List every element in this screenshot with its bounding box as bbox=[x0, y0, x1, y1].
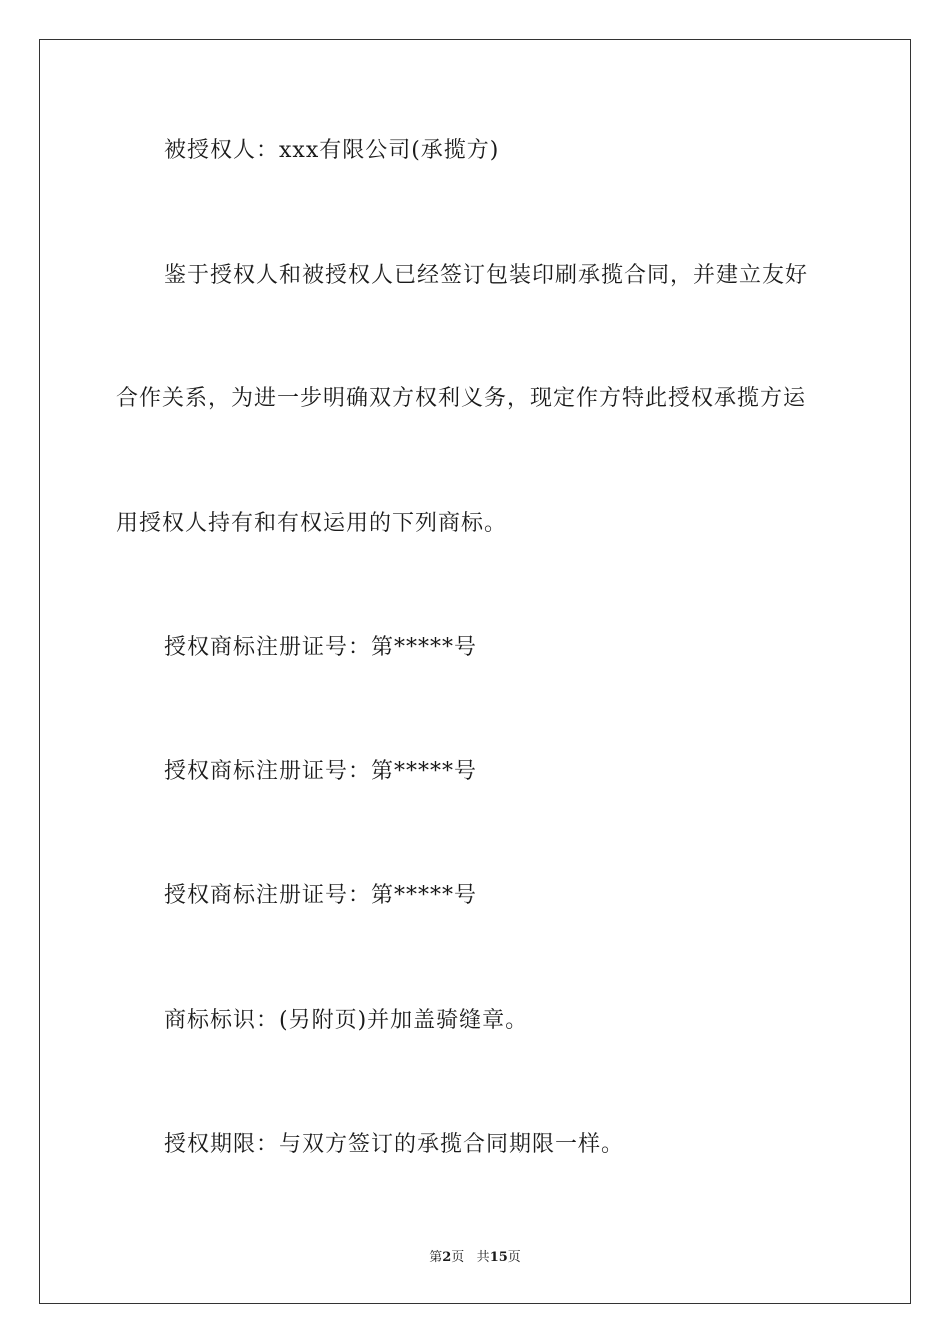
trademark-registration-line: 授权商标注册证号：第*****号 bbox=[164, 883, 478, 908]
grantee-line: 被授权人：xxx有限公司(承揽方) bbox=[164, 138, 500, 163]
page-prefix: 第 bbox=[429, 1250, 443, 1265]
page-suffix: 页 bbox=[451, 1250, 465, 1265]
trademark-registration-line: 授权商标注册证号：第*****号 bbox=[164, 759, 478, 784]
trademark-logo-line: 商标标识：(另附页)并加盖骑缝章。 bbox=[164, 1008, 529, 1033]
paragraph-line: 合作关系，为进一步明确双方权利义务，现定作方特此授权承揽方运 bbox=[116, 386, 807, 411]
total-prefix: 共 bbox=[476, 1250, 490, 1265]
trademark-registration-line: 授权商标注册证号：第*****号 bbox=[164, 635, 478, 660]
paragraph-line: 鉴于授权人和被授权人已经签订包装印刷承揽合同，并建立友好 bbox=[164, 263, 809, 288]
authorization-period-line: 授权期限：与双方签订的承揽合同期限一样。 bbox=[164, 1132, 625, 1157]
total-pages: 15 bbox=[489, 1250, 508, 1265]
page-footer bbox=[0, 1249, 950, 1267]
total-suffix: 页 bbox=[507, 1250, 521, 1265]
page-number: 2 bbox=[442, 1250, 452, 1265]
page-frame bbox=[39, 39, 911, 1304]
paragraph-line: 用授权人持有和有权运用的下列商标。 bbox=[116, 511, 508, 536]
